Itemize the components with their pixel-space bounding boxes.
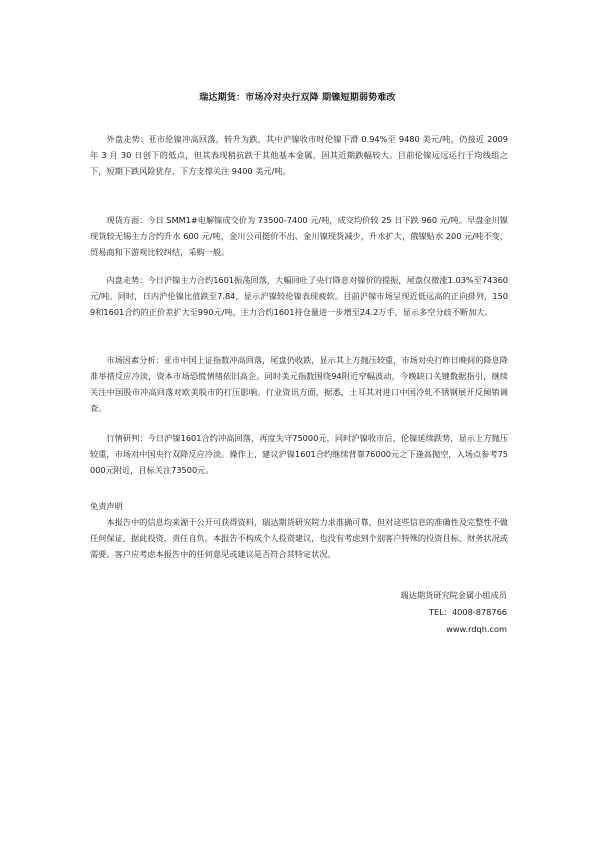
- document-title: 瑞达期货：市场冷对央行双降 期镍短期弱势难改: [199, 93, 396, 103]
- disclaimer-heading: 免责声明: [90, 501, 123, 511]
- section-spot-market: 现货方面：今日 SMM1#电解镍成交价为 73500-7400 元/吨，成交均价较 25 日下跌 960 元/吨。早盘金川镍现货较无锡主力合约升水 600 元/吨，金川公司挺价不出，金川镍现货减少，升水扩大，俄镍贴水 200 元/吨不变，贸易商和下游观比较纠结，采购一般。: [90, 215, 508, 257]
- footer-organization: 瑞达期货研究院金属小组成员: [400, 590, 507, 600]
- section-outlook: 行情研判：今日沪镍1601合约冲高回落，再度失守75000元，同时沪镍收市后，伦镍延续跌势，显示上方抛压较重，市场对中国央行双降反应冷淡。操作上，建议沪镍1601合约继续背靠76000元之下逢高抛空，入场点参考75000元附近，目标关注73500元。: [90, 433, 508, 475]
- section-domestic-trend: 内盘走势：今日沪镍主力合约1601振荡回落，大幅回吐了央行降息对镍价的提振，尾盘仅微涨1.03%至74360元/吨。同时，日内沪伦镍比值跌至7.84，显示沪镍较伦镍表现疲软。目前沪镍市场呈现近低远高的正向排列，1509和1601合约的正价差扩大至990元/吨，主力合约1601持仓量进一步增至24.2万手，显示多空分歧不断加大。: [90, 275, 508, 317]
- section-overseas-trend: 外盘走势：亚市伦镍冲高回落，转升为跌，其中沪镍收市时伦镍下滑 0.94%至 9480 美元/吨，仍接近 2009 年 3 月 30 日创下的低点，但其表现稍抗跌于其他基本金属，因其近期跌幅较大。目前伦镍远远运行于均线组之下，短期下跌风险犹存，下方支撑关注 9400 美元/吨。: [90, 134, 508, 176]
- footer-telephone: TEL：4008-878766: [429, 607, 507, 617]
- disclaimer-text: 本报告中的信息均来源于公开可获得资料，瑞达期货研究院力求准确可靠，但对这些信息的准确性及完整性不做任何保证，据此投资，责任自负。本报告不构成个人投资建议，也没有考虑到个别客户特殊的投资目标、财务状况或需要。客户应考虑本报告中的任何意见或建议是否符合其特定状况。: [90, 517, 508, 559]
- footer-website: www.rdqh.com: [446, 624, 507, 634]
- section-market-factors: 市场因素分析：亚市中国上证指数冲高回落，尾盘仍收跌，显示其上方抛压较重，市场对央行昨日晚间的降息降准举措反应冷淡，资本市场恐慌情绪依旧高企。同时美元指数围绕94附近窄幅波动，今晚缺口关键数据指引，继续关注中国股市冲高回落对欧美股市的打压影响。行业资讯方面，据悉，土耳其对进口中国冷轧不锈钢展开反倾销调查。: [90, 355, 508, 413]
